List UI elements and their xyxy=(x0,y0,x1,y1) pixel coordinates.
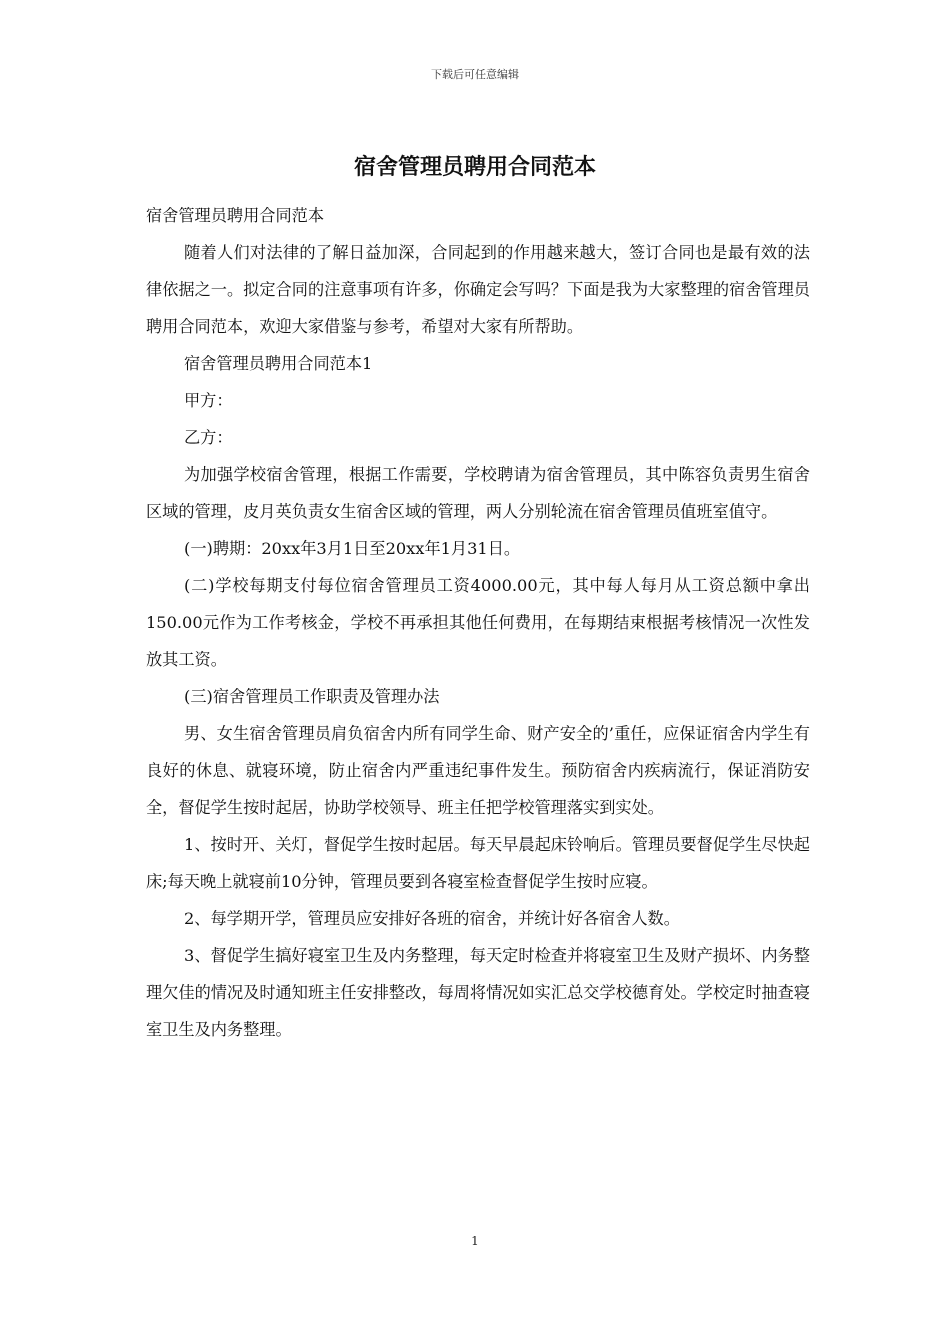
party-a-line: 甲方： xyxy=(184,391,233,410)
duty-item-2: 2、每学期开学，管理员应安排好各班的宿舍，并统计好各宿舍人数。 xyxy=(184,909,680,928)
page-number: 1 xyxy=(471,1234,479,1248)
purpose-paragraph: 为加强学校宿舍管理，根据工作需要，学校聘请为宿舍管理员，其中陈容负责男生宿舍区域的管理，皮月英负责女生宿舍区域的管理，两人分别轮流在宿舍管理员值班室值守。 xyxy=(146,465,810,521)
document-body xyxy=(146,197,810,1048)
clause-salary: (二)学校每期支付每位宿舍管理员工资4000.00元，其中每人每月从工资总额中拿出150.00元作为工作考核金，学校不再承担其他任何费用，在每期结束根据考核情况一次性发放其工资。 xyxy=(146,576,810,669)
party-b-line: 乙方： xyxy=(184,428,233,447)
document-title: 宿舍管理员聘用合同范本 xyxy=(353,155,596,180)
duty-item-3: 3、督促学生搞好寝室卫生及内务整理，每天定时检查并将寝室卫生及财产损坏、内务整理欠佳的情况及时通知班主任安排整改，每周将情况如实汇总交学校德育处。学校定时抽查寝室卫生及内务整理。 xyxy=(146,946,810,1039)
duty-item-1: 1、按时开、关灯，督促学生按时起居。每天早晨起床铃响后。管理员要督促学生尽快起床;每天晚上就寝前10分钟，管理员要到各寝室检查督促学生按时应寝。 xyxy=(146,835,810,891)
clause-term: (一)聘期：20xx年3月1日至20xx年1月31日。 xyxy=(184,539,521,558)
section-heading: 宿舍管理员聘用合同范本1 xyxy=(184,354,373,373)
intro-paragraph: 随着人们对法律的了解日益加深，合同起到的作用越来越大，签订合同也是最有效的法律依据之一。拟定合同的注意事项有许多，你确定会写吗？下面是我为大家整理的宿舍管理员聘用合同范本，欢迎大家借鉴与参考，希望对大家有所帮助。 xyxy=(146,243,810,336)
subtitle-line: 宿舍管理员聘用合同范本 xyxy=(146,206,325,225)
header-note: 下载后可任意编辑 xyxy=(431,68,519,81)
duties-paragraph: 男、女生宿舍管理员肩负宿舍内所有同学生命、财产安全的’重任，应保证宿舍内学生有良好的休息、就寝环境，防止宿舍内严重违纪事件发生。预防宿舍内疾病流行，保证消防安全，督促学生按时起居，协助学校领导、班主任把学校管理落实到实处。 xyxy=(146,724,810,817)
clause-duties-heading: (三)宿舍管理员工作职责及管理办法 xyxy=(184,687,440,706)
